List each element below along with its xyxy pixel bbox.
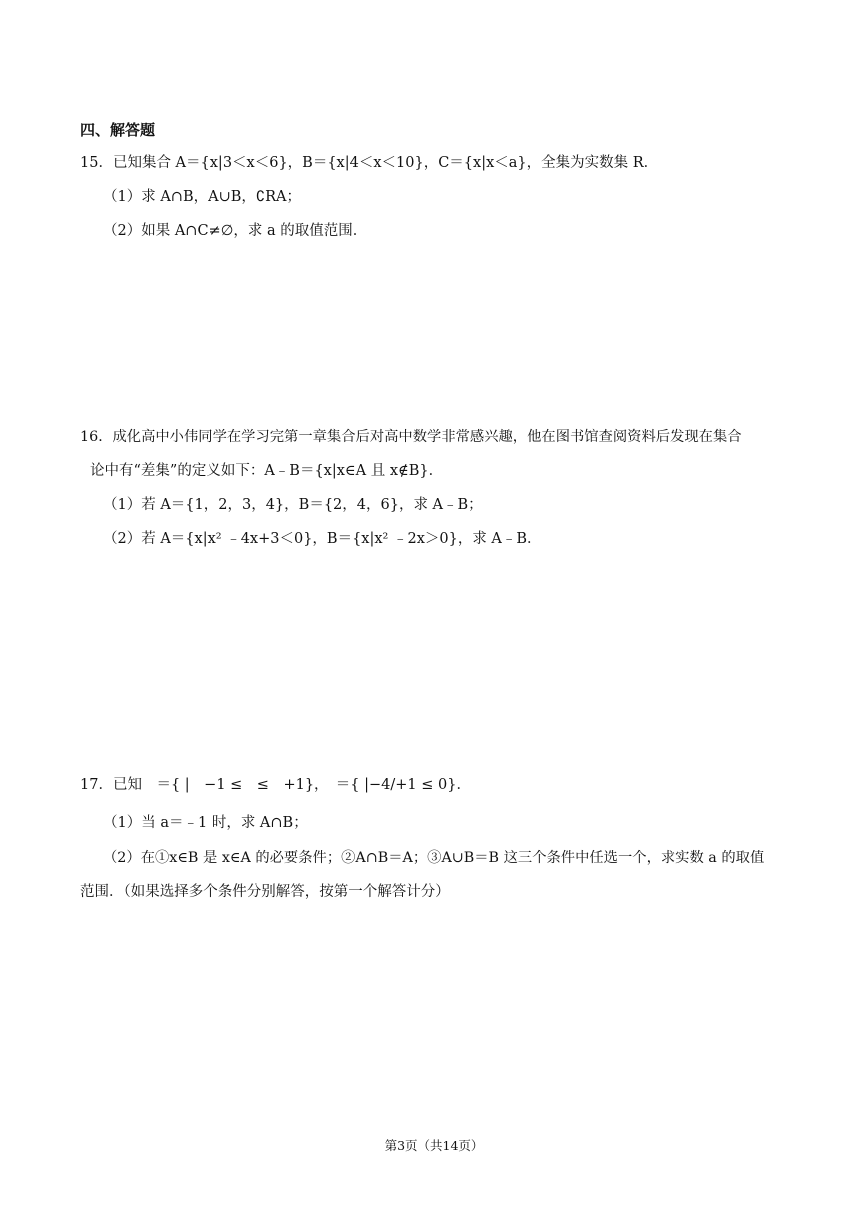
q16-part1: （1）若 A＝{1，2，3，4}，B＝{2，4，6}，求 A﹣B； xyxy=(103,497,483,513)
q16-part2: （2）若 A＝{x|x² ﹣4x+3＜0}，B＝{x|x² ﹣2x＞0}，求 A﹣B． xyxy=(103,531,542,547)
q15-stem: 15．已知集合 A＝{x|3＜x＜6}，B＝{x|4＜x＜10}，C＝{x|x＜a}，全集为实数集 R． xyxy=(80,155,659,171)
section-title: 四、解答题 xyxy=(80,121,156,139)
q15-part1: （1）求 A∩B，A∪B，∁RA； xyxy=(103,189,302,205)
q17-part2-line1: （2）在①x∈B 是 x∈A 的必要条件；②A∩B＝A；③A∪B＝B 这三个条件中任选一个，求实数 a 的取值 xyxy=(103,850,765,866)
q17-part1: （1）当 a＝﹣1 时，求 A∩B； xyxy=(103,815,308,831)
page-number: 第3页（共14页） xyxy=(384,1138,484,1153)
q15-part2: （2）如果 A∩C≠∅，求 a 的取值范围． xyxy=(103,223,368,239)
q17-part2-line2: 范围．（如果选择多个条件分别解答，按第一个解答计分） xyxy=(80,884,450,900)
q16-stem-line2: 论中有“差集”的定义如下：A﹣B＝{x|x∈A 且 x∉B}． xyxy=(90,463,444,479)
q16-stem-line1: 16．成化高中小伟同学在学习完第一章集合后对高中数学非常感兴趣，他在图书馆查阅资料后发现在集合 xyxy=(80,429,742,445)
q17-stem: 17．已知 ＝{ | −1 ≤ ≤ +1}， ＝{ |−4/+1 ≤ 0}． xyxy=(80,777,471,793)
